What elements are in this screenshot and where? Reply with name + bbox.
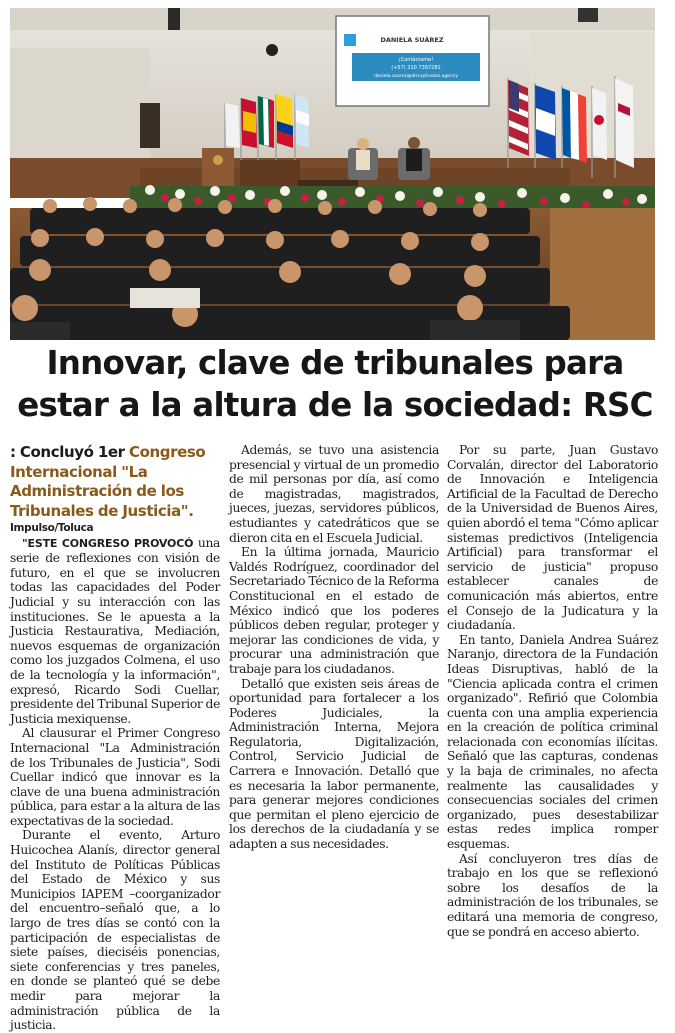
article-column-1: [10, 443, 221, 1033]
paragraph-3: Durante el evento, Arturo Huicochea Alanís, director general del Instituto de Políticas Públicas del Estado de México y sus Municipios IAPEM –coorganizador del encuentro–señaló que, a lo largo de tres días se contó con la participación de especialistas de siete países, dieciséis ponencias, siete conferencias y tres paneles, en donde se planteó qué se debe medir para mejorar la administración pública de la justicia.: [10, 828, 220, 1033]
paragraph-1-text: una serie de reflexiones con visión de futuro, en el que se involucren todas las capacidades del Poder Judicial y su interacción con las instituciones. Se le apuesta a la Justicia Restaurativa, Mediación, nuevos esquemas de organización como los juzgados Colmena, el uso de la tecnología y la información", expresó, Ricardo Sodi Cuellar, presidente del Tribunal Superior de Justicia mexiquense.: [10, 535, 221, 726]
paragraph-8: En tanto, Daniela Andrea Suárez Naranjo, directora de la Fundación Ideas Disruptivas, habló de la "Ciencia aplicada contra el crimen organizado". Refirió que Colombia cuenta con una amplia experiencia en la creación de política criminal relacionada con economías ilícitas. Señaló que las capturas, condenas y la baja de criminales, no afecta realmente las causalidades y consecuencias sociales del crimen organizado, pues desestabilizar estas redes implica romper esquemas.: [447, 632, 658, 852]
paragraph-5: En la última jornada, Mauricio Valdés Rodríguez, coordinador del Secretariado Técnico de la Reforma Constitucional en el estado de México indicó que los poderes públicos deben regular, proteger y mejorar las condiciones de vida, y procurar una administración que trabaje para los ciudadanos.: [229, 545, 439, 676]
article-byline: Impulso/Toluca: [10, 522, 94, 534]
headline-line-1: Innovar, clave de tribunales para: [46, 344, 624, 382]
article-headline: [10, 342, 660, 426]
flower-arrangement: [130, 185, 655, 212]
lead-kicker: "ESTE CONGRESO PROVOCÓ: [22, 536, 194, 550]
slide-email-text: daniela.suarez@disruptivelas.agency: [374, 74, 458, 79]
audience: [10, 197, 570, 340]
paragraph-9: Así concluyeron tres días de trabajo en los que se reflexionó sobre los desafíos de la administración de los tribunales, se editará una memoria de congreso, que se pondrá en acceso abierto.: [447, 851, 658, 939]
paragraph-2: Al clausurar el Primer Congreso Internacional "La Administración de los Tribunales de Justicia", Sodi Cuellar indicó que innovar es la clave de una buena administración pública, para estar a la altura de las expectativas de la sociedad.: [10, 726, 220, 828]
paragraph-7: Por su parte, Juan Gustavo Corvalán, director del Laboratorio de Innovación e Inteligencia Artificial de la Facultad de Derecho de la Universidad de Buenos Aires, quien abordó el tema "Cómo aplicar sistemas predictivos (Inteligencia Artificial) para transformar el servicio de justicia" propuso establecer canales de comunicación más abiertos, entre el Consejo de la Judicatura y la ciudadanía.: [447, 443, 658, 633]
subhead-lead: : Concluyó 1er: [10, 443, 125, 461]
paragraph-4: Además, se tuvo una asistencia presencial y virtual de un promedio de mil personas por día, así como de magistradas, magistrados, jueces, juezas, servidores públicos, estudiantes y catedráticos que se dieron cita en el Escuela Judicial.: [229, 443, 439, 545]
paragraph-1: [10, 536, 220, 727]
headline-line-2: estar a la altura de la sociedad: RSC: [17, 386, 653, 424]
article-column-2: [229, 443, 439, 852]
slide-contact-text: ¡Contáctame!: [398, 57, 434, 63]
paragraph-6: Detalló que existen seis áreas de oportunidad para fortalecer a los Poderes Judiciales, la Administración Interna, Mejora Regulatoria, Digitalización, Control, Servicio Judicial de Carrera e Innovación. Detalló que es necesaria la labor permanente, para generar mejores condiciones que permitan el pleno ejercicio de los derechos de la ciudadanía y se adapten a sus necesidades.: [229, 676, 439, 852]
slide-name-text: DANIELA SUÁREZ: [380, 36, 444, 44]
article-column-3: [447, 443, 658, 939]
slide-phone-text: (+57) 310 7397281: [391, 65, 441, 71]
projection-screen: [336, 16, 489, 106]
article-subhead: [10, 443, 220, 521]
subhead-rest: Congreso Internacional "La Administración de los Tribunales de Justicia".: [10, 443, 206, 520]
event-photo: [10, 8, 655, 340]
